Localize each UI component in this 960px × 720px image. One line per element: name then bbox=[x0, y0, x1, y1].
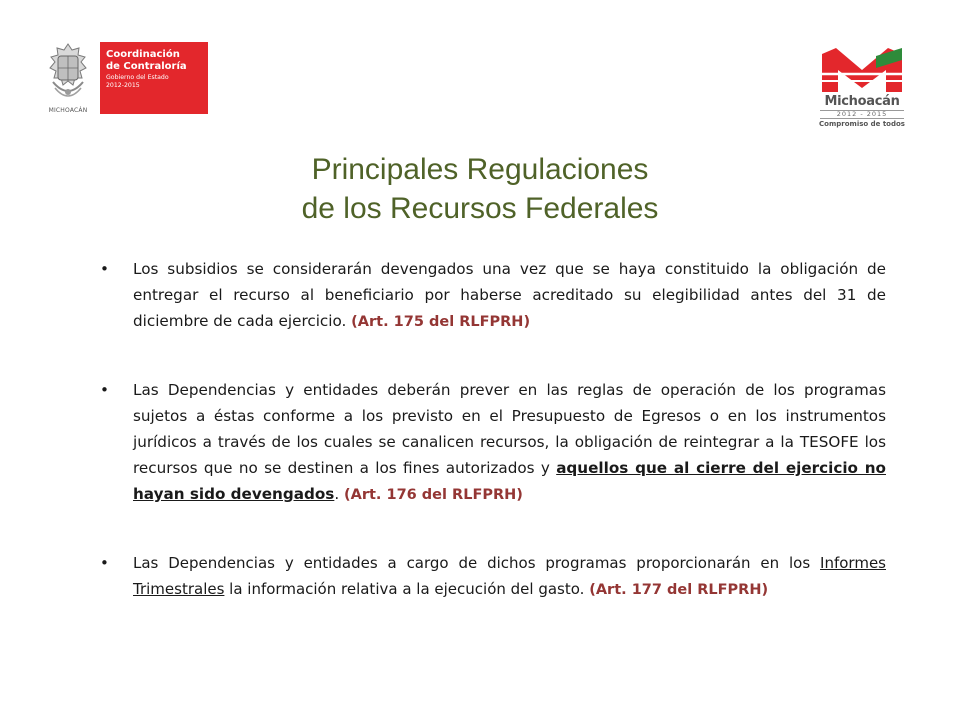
article-reference: (Art. 177 del RLFPRH) bbox=[589, 582, 769, 598]
seal-label: MICHOACÁN bbox=[48, 107, 88, 114]
logo-name: Michoacán bbox=[824, 94, 900, 109]
article-reference: (Art. 176 del RLFPRH) bbox=[344, 487, 523, 503]
logo-years: 2012 - 2015 bbox=[820, 110, 904, 119]
coordinacion-contraloria-logo bbox=[40, 42, 208, 118]
title-line-2: de los Recursos Federales bbox=[301, 192, 659, 225]
list-item-art-175 bbox=[100, 256, 886, 335]
michoacan-logo bbox=[816, 44, 908, 130]
logo-line-3: Gobierno del Estado bbox=[106, 74, 169, 81]
regulations-list bbox=[100, 256, 886, 603]
item-text: Las Dependencias y entidades deberán prever en las reglas de operación de los programas sujetos a éstas conforme a los previsto en el Presupuesto de Egresos o en los instrumentos jurídicos a través de los cuales se canalicen recursos, la obligación de reintegrar a la TESOFE los recursos que no se destinen a los fines autorizados y bbox=[133, 381, 886, 477]
list-item-art-176 bbox=[100, 377, 886, 508]
michoacan-seal-icon bbox=[45, 42, 91, 106]
item-text: Los subsidios se considerarán devengados una vez que se haya constituido la obligación de entregar el recurso al beneficiario por haberse acreditado su elegibilidad antes del 31 de diciembre de cada ejercicio. bbox=[133, 260, 886, 330]
title-line-1: Principales Regulaciones bbox=[311, 153, 649, 186]
contraloria-red-box bbox=[100, 42, 208, 114]
m-letter-icon bbox=[816, 44, 908, 94]
page-title bbox=[180, 150, 780, 228]
logo-line-1: Coordinación bbox=[106, 49, 180, 60]
item-text-after: . bbox=[334, 485, 344, 503]
item-text-after: la información relativa a la ejecución del gasto. bbox=[224, 580, 590, 598]
item-text: Las Dependencias y entidades a cargo de dichos programas proporcionarán en los bbox=[133, 554, 821, 572]
logo-tagline: Compromiso de todos bbox=[819, 120, 905, 128]
item-emphasis: Informes Trimestrales bbox=[133, 554, 886, 598]
logo-line-4: 2012-2015 bbox=[106, 82, 140, 89]
item-emphasis: aquellos que al cierre del ejercicio no hayan sido devengados bbox=[133, 459, 886, 503]
list-item-art-177 bbox=[100, 550, 886, 603]
article-reference: (Art. 175 del RLFPRH) bbox=[351, 314, 531, 330]
state-seal bbox=[40, 42, 96, 118]
logo-line-2: de Contraloría bbox=[106, 61, 187, 72]
